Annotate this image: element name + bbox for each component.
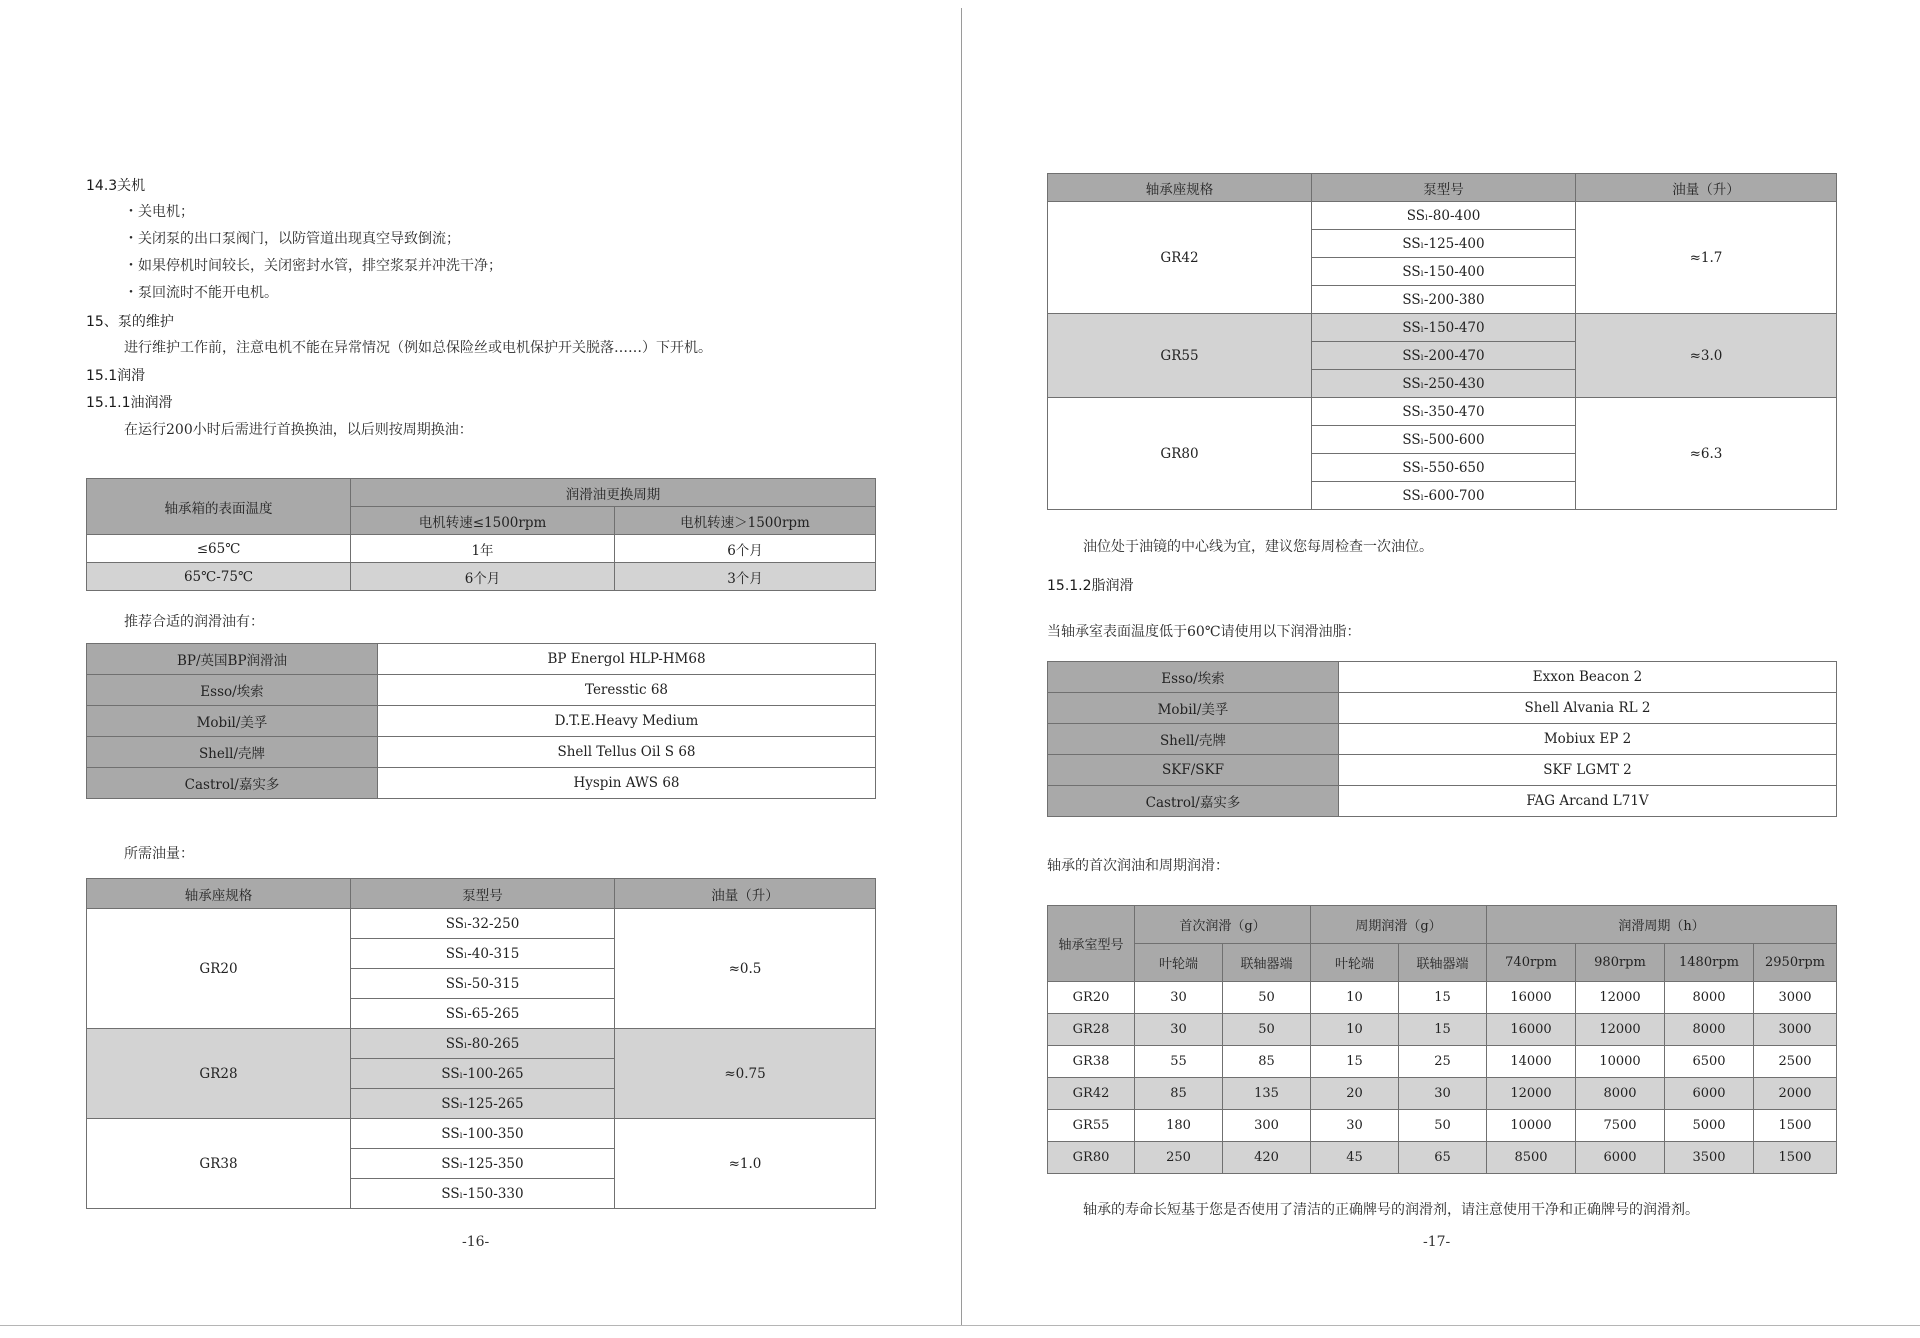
cell-value: 8000 <box>1665 982 1754 1014</box>
cell-value: 30 <box>1135 1014 1223 1046</box>
cell-product: Hyspin AWS 68 <box>378 768 876 799</box>
table-row <box>87 1119 876 1149</box>
cell-model: SSₗ-125-265 <box>351 1089 615 1119</box>
grease-brand-table <box>1047 661 1837 817</box>
table-row <box>1048 1014 1837 1046</box>
oil-change-period-table <box>86 478 876 591</box>
cell-product: SKF LGMT 2 <box>1339 755 1837 786</box>
cell-model: SSₗ-100-265 <box>351 1059 615 1089</box>
paragraph-maintenance: 进行维护工作前，注意电机不能在异常情况（例如总保险丝或电机保护开关脱落……）下开机。 <box>124 340 712 356</box>
table-row <box>1048 1078 1837 1110</box>
header-speed-low: 电机转速≤1500rpm <box>351 507 615 535</box>
oil-brand-table <box>86 643 876 799</box>
heading-15: 15、泵的维护 <box>86 314 174 330</box>
bullet-item: ・泵回流时不能开电机。 <box>124 285 278 301</box>
header-coupling-end: 联轴器端 <box>1223 944 1311 982</box>
cell-model: SSₗ-125-350 <box>351 1149 615 1179</box>
cell-spec: GR42 <box>1048 202 1312 314</box>
header-rpm-740: 740rpm <box>1487 944 1576 982</box>
table-row <box>1048 1142 1837 1174</box>
cell-value: 45 <box>1311 1142 1399 1174</box>
cell-model: SSₗ-50-315 <box>351 969 615 999</box>
cell-value: 1500 <box>1754 1110 1837 1142</box>
table-row <box>1048 693 1837 724</box>
cell-brand: Castrol/嘉实多 <box>1048 786 1339 817</box>
cell-value: 50 <box>1399 1110 1487 1142</box>
cell-value: 16000 <box>1487 1014 1576 1046</box>
table-row <box>1048 755 1837 786</box>
cell-spec: GR80 <box>1048 398 1312 510</box>
cell-value: 3000 <box>1754 1014 1837 1046</box>
header-coupling-end: 联轴器端 <box>1399 944 1487 982</box>
cell-qty: ≈6.3 <box>1576 398 1837 510</box>
page-17 <box>961 0 1920 1325</box>
cell-model: SSₗ-200-470 <box>1312 342 1576 370</box>
cell-value: 6000 <box>1665 1078 1754 1110</box>
cell-temp: ≤65℃ <box>87 535 351 563</box>
cell-brand: Mobil/美孚 <box>1048 693 1339 724</box>
cell-qty: ≈0.75 <box>615 1029 876 1119</box>
cell-model: SSₗ-65-265 <box>351 999 615 1029</box>
table-row <box>1048 724 1837 755</box>
cell-type: GR38 <box>1048 1046 1135 1078</box>
page-bottom-edge <box>0 1325 1920 1326</box>
cell-model: SSₗ-100-350 <box>351 1119 615 1149</box>
cell-value: 15 <box>1399 982 1487 1014</box>
cell-brand: SKF/SKF <box>1048 755 1339 786</box>
cell-model: SSₗ-200-380 <box>1312 286 1576 314</box>
cell-product: Shell Alvania RL 2 <box>1339 693 1837 724</box>
cell-brand: Mobil/美孚 <box>87 706 378 737</box>
header-oil-qty: 油量（升） <box>615 879 876 909</box>
cell-value: 6500 <box>1665 1046 1754 1078</box>
header-bearing-type: 轴承室型号 <box>1048 906 1135 982</box>
cell-spec: GR55 <box>1048 314 1312 398</box>
oil-quantity-table-left <box>86 878 876 1209</box>
cell-value: 2500 <box>1754 1046 1837 1078</box>
cell-qty: ≈3.0 <box>1576 314 1837 398</box>
cell-model: SSₗ-550-650 <box>1312 454 1576 482</box>
cell-product: Shell Tellus Oil S 68 <box>378 737 876 768</box>
cell-brand: Castrol/嘉实多 <box>87 768 378 799</box>
cell-value: 50 <box>1223 982 1311 1014</box>
cell-value: 15 <box>1399 1014 1487 1046</box>
cell-qty: ≈1.0 <box>615 1119 876 1209</box>
cell-brand: BP/英国BP润滑油 <box>87 644 378 675</box>
cell-product: BP Energol HLP-HM68 <box>378 644 876 675</box>
paragraph-oil-change: 在运行200小时后需进行首换换油，以后则按周期换油： <box>124 422 473 438</box>
cell-model: SSₗ-80-265 <box>351 1029 615 1059</box>
table-row <box>1048 1046 1837 1078</box>
cell-product: Exxon Beacon 2 <box>1339 662 1837 693</box>
cell-value: 30 <box>1311 1110 1399 1142</box>
table-row <box>87 737 876 768</box>
cell-value: 12000 <box>1576 982 1665 1014</box>
cell-model: SSₗ-250-430 <box>1312 370 1576 398</box>
cell-value: 15 <box>1311 1046 1399 1078</box>
page-16 <box>0 0 961 1325</box>
cell-model: SSₗ-350-470 <box>1312 398 1576 426</box>
heading-14-3: 14.3关机 <box>86 178 146 194</box>
cell-product: FAG Arcand L71V <box>1339 786 1837 817</box>
cell-type: GR28 <box>1048 1014 1135 1046</box>
bullet-item: ・关闭泵的出口泵阀门，以防管道出现真空导致倒流； <box>124 231 460 247</box>
header-impeller-end: 叶轮端 <box>1311 944 1399 982</box>
header-bearing-temp: 轴承箱的表面温度 <box>87 479 351 535</box>
cell-spec: GR28 <box>87 1029 351 1119</box>
bullet-item: ・如果停机时间较长，关闭密封水管，排空浆泵并冲洗干净； <box>124 258 502 274</box>
header-bearing-spec: 轴承座规格 <box>87 879 351 909</box>
cell-model: SSₗ-125-400 <box>1312 230 1576 258</box>
cell-qty: ≈0.5 <box>615 909 876 1029</box>
grease-schedule-label: 轴承的首次润油和周期润滑： <box>1047 858 1229 874</box>
table-row <box>87 768 876 799</box>
table-row <box>87 706 876 737</box>
cell-value: 6000 <box>1576 1142 1665 1174</box>
cell-value: 135 <box>1223 1078 1311 1110</box>
cell-value: 3000 <box>1754 982 1837 1014</box>
heading-15-1: 15.1润滑 <box>86 368 146 384</box>
cell-value: 10 <box>1311 1014 1399 1046</box>
header-rpm-2950: 2950rpm <box>1754 944 1837 982</box>
cell-value: 7500 <box>1576 1110 1665 1142</box>
cell-product: Mobiux EP 2 <box>1339 724 1837 755</box>
cell-model: SSₗ-500-600 <box>1312 426 1576 454</box>
oil-quantity-table-right <box>1047 173 1837 510</box>
cell-value: 8000 <box>1576 1078 1665 1110</box>
cell-value: 30 <box>1135 982 1223 1014</box>
cell-model: SSₗ-600-700 <box>1312 482 1576 510</box>
cell-value: 180 <box>1135 1110 1223 1142</box>
table-row <box>1048 662 1837 693</box>
cell-value: 20 <box>1311 1078 1399 1110</box>
table-row <box>87 644 876 675</box>
table-row <box>1048 786 1837 817</box>
cell-type: GR20 <box>1048 982 1135 1014</box>
cell-value: 300 <box>1223 1110 1311 1142</box>
cell-brand: Esso/埃索 <box>87 675 378 706</box>
page-number: -16- <box>462 1234 490 1250</box>
table-row <box>87 1029 876 1059</box>
cell-low: 1年 <box>351 535 615 563</box>
cell-value: 10000 <box>1487 1110 1576 1142</box>
cell-value: 30 <box>1399 1078 1487 1110</box>
cell-value: 5000 <box>1665 1110 1754 1142</box>
cell-value: 8000 <box>1665 1014 1754 1046</box>
cell-model: SSₗ-40-315 <box>351 939 615 969</box>
header-pump-model: 泵型号 <box>351 879 615 909</box>
cell-value: 16000 <box>1487 982 1576 1014</box>
table-row <box>1048 1110 1837 1142</box>
table-row <box>87 675 876 706</box>
oil-quantity-label: 所需油量： <box>124 846 194 862</box>
cell-value: 10 <box>1311 982 1399 1014</box>
cell-low: 6个月 <box>351 563 615 591</box>
oil-level-note: 油位处于油镜的中心线为宜，建议您每周检查一次油位。 <box>1083 539 1433 555</box>
cell-model: SSₗ-150-400 <box>1312 258 1576 286</box>
header-periodic-lube: 周期润滑（g） <box>1311 906 1487 944</box>
grease-intro: 当轴承室表面温度低于60℃请使用以下润滑油脂： <box>1047 624 1361 640</box>
bearing-life-note: 轴承的寿命长短基于您是否使用了清洁的正确牌号的润滑剂，请注意使用干净和正确牌号的润滑剂。 <box>1083 1202 1699 1218</box>
page-number: -17- <box>1423 1234 1451 1250</box>
heading-15-1-2: 15.1.2脂润滑 <box>1047 578 1134 594</box>
cell-value: 65 <box>1399 1142 1487 1174</box>
cell-value: 25 <box>1399 1046 1487 1078</box>
table-row <box>87 535 876 563</box>
recommend-oil-label: 推荐合适的润滑油有： <box>124 614 264 630</box>
cell-value: 250 <box>1135 1142 1223 1174</box>
table-row <box>87 909 876 939</box>
cell-value: 12000 <box>1487 1078 1576 1110</box>
cell-value: 14000 <box>1487 1046 1576 1078</box>
cell-qty: ≈1.7 <box>1576 202 1837 314</box>
cell-product: Teresstic 68 <box>378 675 876 706</box>
table-row <box>87 563 876 591</box>
cell-value: 1500 <box>1754 1142 1837 1174</box>
cell-model: SSₗ-80-400 <box>1312 202 1576 230</box>
header-lube-interval: 润滑周期（h） <box>1487 906 1837 944</box>
cell-value: 12000 <box>1576 1014 1665 1046</box>
bullet-item: ・关电机； <box>124 204 194 220</box>
header-rpm-980: 980rpm <box>1576 944 1665 982</box>
cell-spec: GR38 <box>87 1119 351 1209</box>
cell-type: GR80 <box>1048 1142 1135 1174</box>
cell-type: GR55 <box>1048 1110 1135 1142</box>
cell-value: 55 <box>1135 1046 1223 1078</box>
cell-high: 6个月 <box>615 535 876 563</box>
header-bearing-spec: 轴承座规格 <box>1048 174 1312 202</box>
header-rpm-1480: 1480rpm <box>1665 944 1754 982</box>
cell-high: 3个月 <box>615 563 876 591</box>
cell-type: GR42 <box>1048 1078 1135 1110</box>
cell-value: 8500 <box>1487 1142 1576 1174</box>
table-row <box>1048 982 1837 1014</box>
header-impeller-end: 叶轮端 <box>1135 944 1223 982</box>
cell-value: 85 <box>1135 1078 1223 1110</box>
header-change-period: 润滑油更换周期 <box>351 479 876 507</box>
cell-brand: Shell/壳牌 <box>87 737 378 768</box>
cell-temp: 65℃-75℃ <box>87 563 351 591</box>
table-row <box>1048 202 1837 230</box>
cell-value: 50 <box>1223 1014 1311 1046</box>
cell-spec: GR20 <box>87 909 351 1029</box>
cell-brand: Shell/壳牌 <box>1048 724 1339 755</box>
table-row <box>1048 314 1837 342</box>
header-first-lube: 首次润滑（g） <box>1135 906 1311 944</box>
heading-15-1-1: 15.1.1油润滑 <box>86 395 173 411</box>
header-pump-model: 泵型号 <box>1312 174 1576 202</box>
cell-model: SSₗ-150-470 <box>1312 314 1576 342</box>
cell-value: 85 <box>1223 1046 1311 1078</box>
cell-brand: Esso/埃索 <box>1048 662 1339 693</box>
cell-value: 3500 <box>1665 1142 1754 1174</box>
cell-model: SSₗ-32-250 <box>351 909 615 939</box>
header-speed-high: 电机转速＞1500rpm <box>615 507 876 535</box>
header-oil-qty: 油量（升） <box>1576 174 1837 202</box>
cell-product: D.T.E.Heavy Medium <box>378 706 876 737</box>
table-row <box>1048 398 1837 426</box>
grease-schedule-table <box>1047 905 1837 1174</box>
cell-value: 10000 <box>1576 1046 1665 1078</box>
cell-value: 2000 <box>1754 1078 1837 1110</box>
cell-value: 420 <box>1223 1142 1311 1174</box>
cell-model: SSₗ-150-330 <box>351 1179 615 1209</box>
